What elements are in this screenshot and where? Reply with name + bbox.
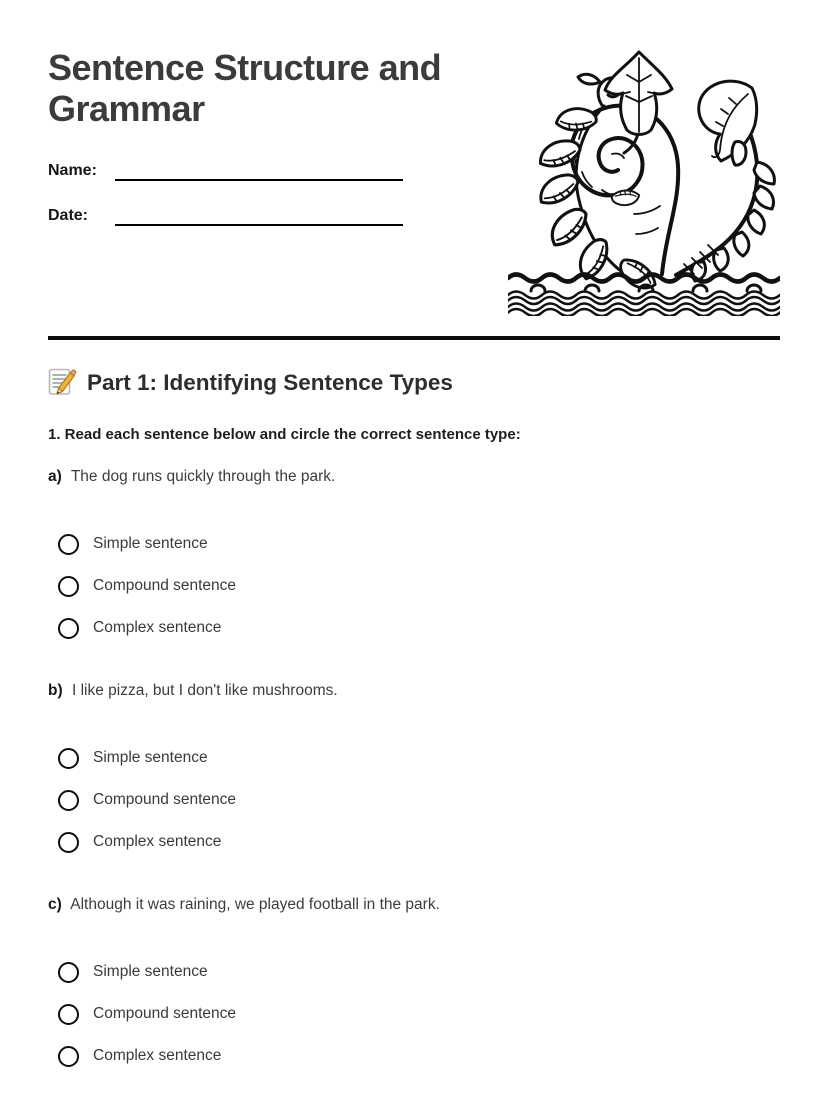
option-row (58, 746, 780, 770)
option-row (58, 1044, 780, 1068)
memo-icon (48, 368, 77, 397)
options-group (48, 960, 780, 1086)
question-label: b) (48, 682, 63, 699)
radio-compound-sentence[interactable] (58, 790, 79, 811)
option-label: Simple sentence (93, 535, 208, 552)
name-label: Name: (48, 162, 97, 179)
question-b (48, 682, 780, 872)
option-row (58, 574, 780, 598)
part1-instruction: 1. Read each sentence below and circle the correct sentence type: (48, 426, 521, 443)
section-divider (48, 336, 780, 340)
question-c (48, 896, 780, 1086)
question-a (48, 468, 780, 658)
radio-complex-sentence[interactable] (58, 618, 79, 639)
radio-complex-sentence[interactable] (58, 832, 79, 853)
radio-simple-sentence[interactable] (58, 748, 79, 769)
option-label: Complex sentence (93, 1047, 222, 1064)
option-label: Complex sentence (93, 619, 222, 636)
date-label: Date: (48, 207, 89, 224)
page-title: Sentence Structure and Grammar (48, 47, 442, 129)
radio-compound-sentence[interactable] (58, 576, 79, 597)
option-label: Compound sentence (93, 577, 237, 594)
question-text: Although it was raining, we played football in the park. (70, 896, 440, 913)
option-row (58, 960, 780, 984)
name-field-row (48, 156, 403, 181)
option-label: Simple sentence (93, 749, 208, 766)
radio-simple-sentence[interactable] (58, 962, 79, 983)
option-label: Simple sentence (93, 963, 208, 980)
option-label: Compound sentence (93, 791, 237, 808)
radio-complex-sentence[interactable] (58, 1046, 79, 1067)
name-blank[interactable] (115, 156, 403, 181)
question-label: a) (48, 468, 62, 485)
question-sentence (48, 468, 780, 486)
option-row (58, 830, 780, 854)
options-group (48, 746, 780, 872)
option-row (58, 1002, 780, 1026)
plant-illustration (508, 46, 780, 316)
option-row (58, 788, 780, 812)
option-row (58, 616, 780, 640)
question-sentence (48, 896, 780, 914)
option-label: Compound sentence (93, 1005, 237, 1022)
date-blank[interactable] (115, 201, 403, 226)
options-group (48, 532, 780, 658)
question-label: c) (48, 896, 62, 913)
date-field-row (48, 201, 403, 226)
part1-section (48, 367, 780, 1086)
question-text: The dog runs quickly through the park. (70, 468, 336, 485)
radio-compound-sentence[interactable] (58, 1004, 79, 1025)
question-sentence (48, 682, 780, 700)
question-text: I like pizza, but I don't like mushrooms. (71, 682, 338, 699)
option-row (58, 532, 780, 556)
option-label: Complex sentence (93, 833, 222, 850)
part1-heading-text: Part 1: Identifying Sentence Types (87, 370, 453, 395)
radio-simple-sentence[interactable] (58, 534, 79, 555)
part1-heading (48, 367, 780, 398)
